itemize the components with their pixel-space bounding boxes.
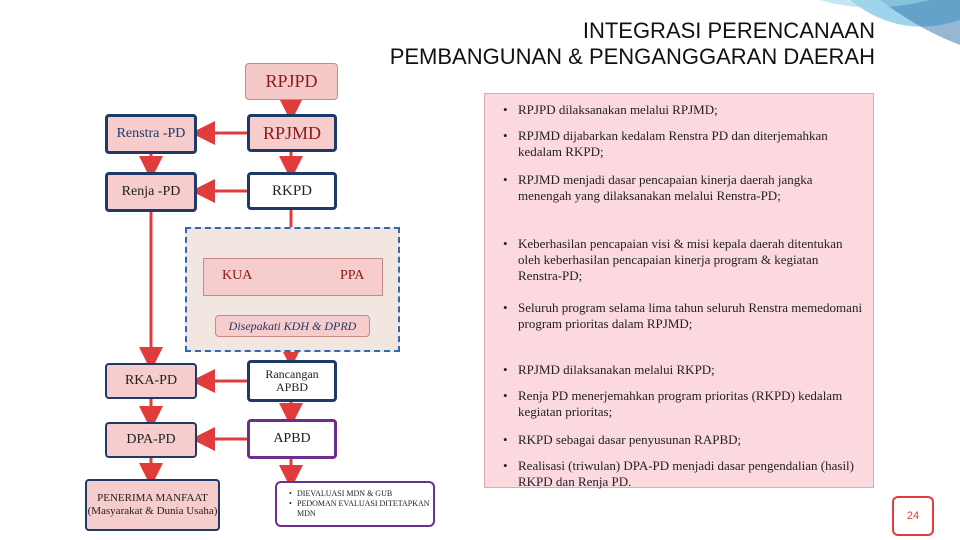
rancangan-apbd-box: Rancangan APBD	[247, 360, 337, 402]
rka-pd-box: RKA-PD	[105, 363, 197, 399]
penerima-manfaat-box: PENERIMA MANFAAT (Masyarakat & Dunia Usaha)	[85, 479, 220, 531]
ppa-label: PPA	[340, 268, 365, 283]
apbd-box: APBD	[247, 419, 337, 459]
disepakati-box: Disepakati KDH & DPRD	[215, 315, 370, 337]
rpjmd-box: RPJMD	[247, 114, 337, 152]
kua-label: KUA	[222, 268, 253, 283]
rkpd-box: RKPD	[247, 172, 337, 210]
dpa-pd-box: DPA-PD	[105, 422, 197, 458]
page-number: 24	[892, 496, 934, 536]
bullet-panel: • RPJPD dilaksanakan melalui RPJMD; • RPJMD dijabarkan kedalam Renstra PD dan diterjemahkan kedalam RKPD; • RPJMD menjadi dasar pencapaian kinerja daerah jangka menengah yang dilaksanakan melalui Renstra-PD; • Keberhasilan pencapaian visi & misi kepala daerah ditentukan oleh keberhasilan pencapaian kinerja program & kegiatan Renstra-PD; • Seluruh program selama lima tahun seluruh Renstra memedomani program prioritas dalam RPJMD; • RPJMD dilaksanakan melalui RKPD; • Renja PD menerjemahkan program prioritas (RKPD) kedalam kegiatan prioritas; • RKPD sebagai dasar penyusunan RAPBD; • Realisasi (triwulan) DPA-PD menjadi dasar pengendalian (hasil) RKPD dan Renja PD.	[484, 93, 874, 488]
evaluasi-box	[275, 481, 435, 527]
evaluasi-item: • DIEVALUASI MDN & GUB	[289, 489, 433, 499]
title-line-2: PEMBANGUNAN & PENGANGGARAN DAERAH	[389, 44, 875, 69]
rpjpd-box: RPJPD	[245, 63, 338, 100]
title-line-1: INTEGRASI PERENCANAAN	[582, 18, 875, 43]
evaluasi-item: • PEDOMAN EVALUASI DITETAPKAN MDN	[289, 499, 433, 519]
renja-pd-box: Renja -PD	[105, 172, 197, 212]
renstra-pd-box: Renstra -PD	[105, 114, 197, 154]
